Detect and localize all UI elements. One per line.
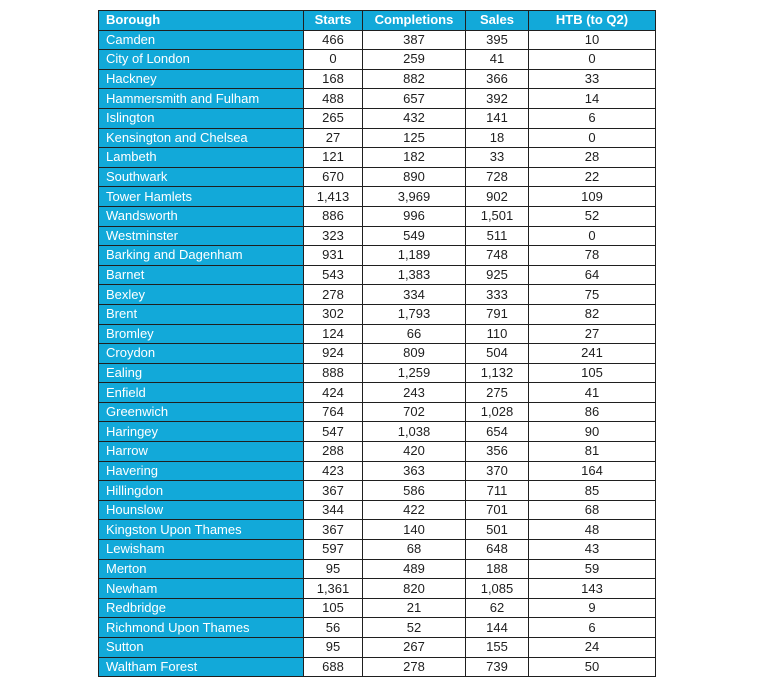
borough-name-cell: Hounslow	[99, 500, 304, 520]
borough-name-cell: City of London	[99, 50, 304, 70]
completions-cell: 182	[363, 148, 466, 168]
table-row	[99, 363, 656, 383]
table-row	[99, 618, 656, 638]
table-row	[99, 422, 656, 442]
completions-cell: 489	[363, 559, 466, 579]
sales-cell: 504	[466, 344, 529, 364]
table-row	[99, 461, 656, 481]
starts-cell: 95	[304, 559, 363, 579]
htb-cell: 28	[529, 148, 656, 168]
starts-cell: 888	[304, 363, 363, 383]
sales-cell: 33	[466, 148, 529, 168]
htb-cell: 22	[529, 167, 656, 187]
htb-cell: 24	[529, 638, 656, 658]
completions-cell: 267	[363, 638, 466, 658]
completions-cell: 1,793	[363, 304, 466, 324]
starts-cell: 288	[304, 442, 363, 462]
starts-cell: 95	[304, 638, 363, 658]
sales-cell: 728	[466, 167, 529, 187]
table-row	[99, 598, 656, 618]
table-row	[99, 226, 656, 246]
sales-cell: 370	[466, 461, 529, 481]
completions-cell: 422	[363, 500, 466, 520]
completions-cell: 259	[363, 50, 466, 70]
htb-cell: 50	[529, 657, 656, 677]
starts-cell: 124	[304, 324, 363, 344]
borough-name-cell: Richmond Upon Thames	[99, 618, 304, 638]
borough-name-cell: Sutton	[99, 638, 304, 658]
sales-cell: 392	[466, 89, 529, 109]
borough-name-cell: Southwark	[99, 167, 304, 187]
borough-name-cell: Westminster	[99, 226, 304, 246]
htb-cell: 90	[529, 422, 656, 442]
borough-name-cell: Barnet	[99, 265, 304, 285]
table-row	[99, 50, 656, 70]
htb-cell: 9	[529, 598, 656, 618]
completions-cell: 243	[363, 383, 466, 403]
sales-cell: 395	[466, 30, 529, 50]
table-row	[99, 167, 656, 187]
sales-cell: 791	[466, 304, 529, 324]
sales-cell: 1,501	[466, 206, 529, 226]
sales-cell: 41	[466, 50, 529, 70]
completions-cell: 420	[363, 442, 466, 462]
table-row	[99, 304, 656, 324]
starts-cell: 423	[304, 461, 363, 481]
borough-name-cell: Tower Hamlets	[99, 187, 304, 207]
htb-cell: 0	[529, 226, 656, 246]
htb-cell: 59	[529, 559, 656, 579]
completions-cell: 549	[363, 226, 466, 246]
header-row	[99, 11, 656, 31]
completions-cell: 820	[363, 579, 466, 599]
sales-cell: 501	[466, 520, 529, 540]
table-row	[99, 402, 656, 422]
sales-cell: 511	[466, 226, 529, 246]
starts-cell: 670	[304, 167, 363, 187]
completions-cell: 66	[363, 324, 466, 344]
borough-name-cell: Havering	[99, 461, 304, 481]
completions-cell: 278	[363, 657, 466, 677]
borough-name-cell: Hackney	[99, 69, 304, 89]
htb-cell: 14	[529, 89, 656, 109]
htb-cell: 0	[529, 50, 656, 70]
sales-cell: 366	[466, 69, 529, 89]
table-row	[99, 520, 656, 540]
htb-cell: 41	[529, 383, 656, 403]
starts-cell: 27	[304, 128, 363, 148]
htb-cell: 75	[529, 285, 656, 305]
table-row	[99, 657, 656, 677]
borough-name-cell: Greenwich	[99, 402, 304, 422]
completions-cell: 21	[363, 598, 466, 618]
table-row	[99, 187, 656, 207]
borough-name-cell: Waltham Forest	[99, 657, 304, 677]
completions-cell: 125	[363, 128, 466, 148]
completions-cell: 657	[363, 89, 466, 109]
borough-name-cell: Merton	[99, 559, 304, 579]
sales-cell: 711	[466, 481, 529, 501]
borough-name-cell: Kingston Upon Thames	[99, 520, 304, 540]
htb-cell: 6	[529, 108, 656, 128]
htb-cell: 78	[529, 246, 656, 266]
starts-cell: 367	[304, 481, 363, 501]
sales-cell: 748	[466, 246, 529, 266]
starts-cell: 56	[304, 618, 363, 638]
htb-cell: 86	[529, 402, 656, 422]
sales-cell: 654	[466, 422, 529, 442]
sales-cell: 188	[466, 559, 529, 579]
htb-cell: 109	[529, 187, 656, 207]
htb-cell: 64	[529, 265, 656, 285]
sales-cell: 155	[466, 638, 529, 658]
completions-cell: 363	[363, 461, 466, 481]
completions-cell: 68	[363, 540, 466, 560]
htb-cell: 0	[529, 128, 656, 148]
table-row	[99, 265, 656, 285]
table-row	[99, 285, 656, 305]
borough-name-cell: Enfield	[99, 383, 304, 403]
completions-cell: 1,259	[363, 363, 466, 383]
table-row	[99, 108, 656, 128]
borough-name-cell: Bromley	[99, 324, 304, 344]
sales-cell: 141	[466, 108, 529, 128]
completions-cell: 1,189	[363, 246, 466, 266]
table-row	[99, 481, 656, 501]
htb-cell: 81	[529, 442, 656, 462]
table-row	[99, 344, 656, 364]
borough-name-cell: Harrow	[99, 442, 304, 462]
header-starts: Starts	[304, 11, 363, 31]
borough-name-cell: Bexley	[99, 285, 304, 305]
sales-cell: 110	[466, 324, 529, 344]
table-row	[99, 500, 656, 520]
sales-cell: 648	[466, 540, 529, 560]
htb-cell: 164	[529, 461, 656, 481]
completions-cell: 1,038	[363, 422, 466, 442]
table-row	[99, 442, 656, 462]
sales-cell: 62	[466, 598, 529, 618]
starts-cell: 265	[304, 108, 363, 128]
sales-cell: 1,085	[466, 579, 529, 599]
borough-name-cell: Redbridge	[99, 598, 304, 618]
starts-cell: 764	[304, 402, 363, 422]
table-row	[99, 89, 656, 109]
completions-cell: 809	[363, 344, 466, 364]
htb-cell: 33	[529, 69, 656, 89]
starts-cell: 367	[304, 520, 363, 540]
borough-name-cell: Lewisham	[99, 540, 304, 560]
starts-cell: 547	[304, 422, 363, 442]
htb-cell: 241	[529, 344, 656, 364]
header-borough: Borough	[99, 11, 304, 31]
header-completions: Completions	[363, 11, 466, 31]
table-row	[99, 246, 656, 266]
sales-cell: 144	[466, 618, 529, 638]
completions-cell: 140	[363, 520, 466, 540]
table-row	[99, 559, 656, 579]
starts-cell: 886	[304, 206, 363, 226]
sales-cell: 925	[466, 265, 529, 285]
completions-cell: 996	[363, 206, 466, 226]
borough-housing-table	[98, 10, 656, 677]
borough-name-cell: Hammersmith and Fulham	[99, 89, 304, 109]
sales-cell: 18	[466, 128, 529, 148]
starts-cell: 597	[304, 540, 363, 560]
htb-cell: 68	[529, 500, 656, 520]
starts-cell: 121	[304, 148, 363, 168]
borough-name-cell: Lambeth	[99, 148, 304, 168]
starts-cell: 168	[304, 69, 363, 89]
starts-cell: 466	[304, 30, 363, 50]
borough-name-cell: Wandsworth	[99, 206, 304, 226]
starts-cell: 1,361	[304, 579, 363, 599]
completions-cell: 882	[363, 69, 466, 89]
htb-cell: 6	[529, 618, 656, 638]
table-body	[99, 30, 656, 677]
starts-cell: 543	[304, 265, 363, 285]
completions-cell: 432	[363, 108, 466, 128]
starts-cell: 302	[304, 304, 363, 324]
borough-name-cell: Barking and Dagenham	[99, 246, 304, 266]
completions-cell: 890	[363, 167, 466, 187]
sales-cell: 1,028	[466, 402, 529, 422]
borough-name-cell: Camden	[99, 30, 304, 50]
starts-cell: 931	[304, 246, 363, 266]
starts-cell: 1,413	[304, 187, 363, 207]
htb-cell: 105	[529, 363, 656, 383]
sales-cell: 333	[466, 285, 529, 305]
starts-cell: 424	[304, 383, 363, 403]
table-row	[99, 206, 656, 226]
htb-cell: 27	[529, 324, 656, 344]
htb-cell: 82	[529, 304, 656, 324]
table-row	[99, 579, 656, 599]
borough-name-cell: Kensington and Chelsea	[99, 128, 304, 148]
table-row	[99, 540, 656, 560]
table-row	[99, 324, 656, 344]
table-row	[99, 148, 656, 168]
sales-cell: 1,132	[466, 363, 529, 383]
htb-cell: 43	[529, 540, 656, 560]
borough-name-cell: Islington	[99, 108, 304, 128]
htb-cell: 85	[529, 481, 656, 501]
table-row	[99, 638, 656, 658]
starts-cell: 344	[304, 500, 363, 520]
completions-cell: 3,969	[363, 187, 466, 207]
borough-name-cell: Ealing	[99, 363, 304, 383]
table-row	[99, 69, 656, 89]
header-sales: Sales	[466, 11, 529, 31]
borough-name-cell: Haringey	[99, 422, 304, 442]
sales-cell: 701	[466, 500, 529, 520]
htb-cell: 143	[529, 579, 656, 599]
completions-cell: 334	[363, 285, 466, 305]
completions-cell: 52	[363, 618, 466, 638]
sales-cell: 902	[466, 187, 529, 207]
sales-cell: 275	[466, 383, 529, 403]
borough-name-cell: Croydon	[99, 344, 304, 364]
table-row	[99, 383, 656, 403]
starts-cell: 278	[304, 285, 363, 305]
sales-cell: 356	[466, 442, 529, 462]
starts-cell: 0	[304, 50, 363, 70]
starts-cell: 688	[304, 657, 363, 677]
borough-name-cell: Hillingdon	[99, 481, 304, 501]
table-row	[99, 128, 656, 148]
table-row	[99, 30, 656, 50]
starts-cell: 105	[304, 598, 363, 618]
sales-cell: 739	[466, 657, 529, 677]
starts-cell: 924	[304, 344, 363, 364]
completions-cell: 387	[363, 30, 466, 50]
starts-cell: 323	[304, 226, 363, 246]
borough-name-cell: Brent	[99, 304, 304, 324]
starts-cell: 488	[304, 89, 363, 109]
htb-cell: 48	[529, 520, 656, 540]
htb-cell: 52	[529, 206, 656, 226]
completions-cell: 1,383	[363, 265, 466, 285]
htb-cell: 10	[529, 30, 656, 50]
header-htb: HTB (to Q2)	[529, 11, 656, 31]
completions-cell: 702	[363, 402, 466, 422]
borough-name-cell: Newham	[99, 579, 304, 599]
completions-cell: 586	[363, 481, 466, 501]
